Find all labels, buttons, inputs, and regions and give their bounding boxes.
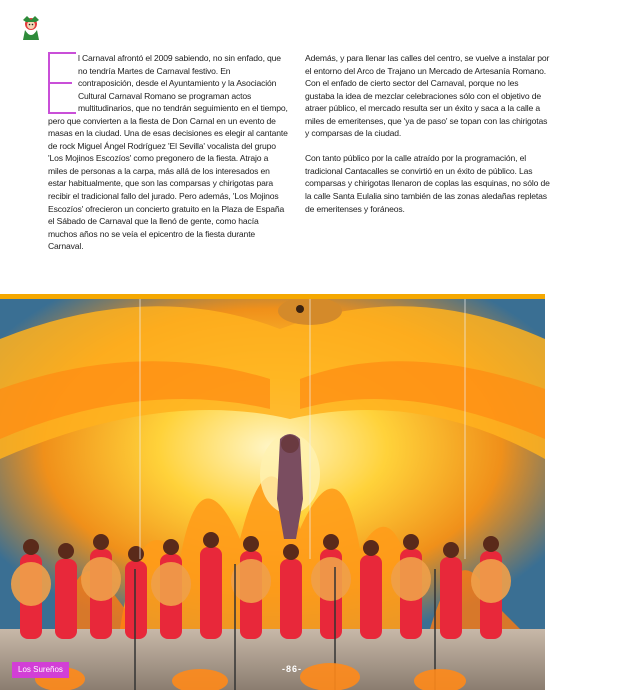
article-left-column [48, 52, 288, 253]
article-right-column [305, 52, 550, 215]
carnival-stage-photo [0, 299, 545, 690]
drop-cap-letter [48, 52, 76, 114]
right-paragraph-1: Además, y para llenar las calles del centro, se vuelve a instalar por el entorno del Arco de Trajano un Mercado de Artesanía Romano. Con el enfado de cierto sector del Carnaval, porque no les gustaba la idea de mezclar celebraciones sólo con el objetivo de atraer público, el mercado resulta ser un éxito y saca a la calle a miles de emeritenses, que 'ya de paso' se topan con las chirigotas y comparsas de la ciudad. [305, 53, 550, 139]
right-paragraph-2: Con tanto público por la calle atraído por la programación, el tradicional Cantacalles se convirtió en un éxito de público. Las comparsas y chirigotas llenaron de coplas las esquinas, no sólo de la calle Santa Eulalia sino también de las zonas aledañas repletas de emeritenses y foráneos. [305, 153, 550, 214]
left-column-text: l Carnaval afrontó el 2009 sabiendo, no sin enfado, que no tendría Martes de Carnaval festivo. En contraposición, desde el Ayuntamiento y la Asociación Cultural Carnaval Romano se programan actos multitudinarios, que no tendrán seguimiento en el tiempo, pero que convierten a la fiesta de Don Carnal en un evento de masas en la ciudad. Una de esas decisiones es elegir al cantante de rock Miguel Ángel Rodríguez 'El Sevilla' vocalista del grupo 'Los Mojinos Escozíos' como pregonero de la fiesta. Atrajo a miles de personas a la carpa, más allá de los interesados en estar habitualmente, que son las comparsas y chirigotas para recibir el tradicional fallo del jurado. Pero además, 'Los Mojinos Escozíos' ofrecieron un concierto gratuito en la Plaza de España el Sábado de Carnaval que la llenó de gente, como hacía muchos años no se veía el epicentro de la fiesta durante Carnaval. [48, 53, 288, 252]
page-number: -86- [282, 664, 303, 674]
carnival-logo-icon [18, 14, 44, 42]
photo-caption: Los Sureños [12, 662, 69, 678]
